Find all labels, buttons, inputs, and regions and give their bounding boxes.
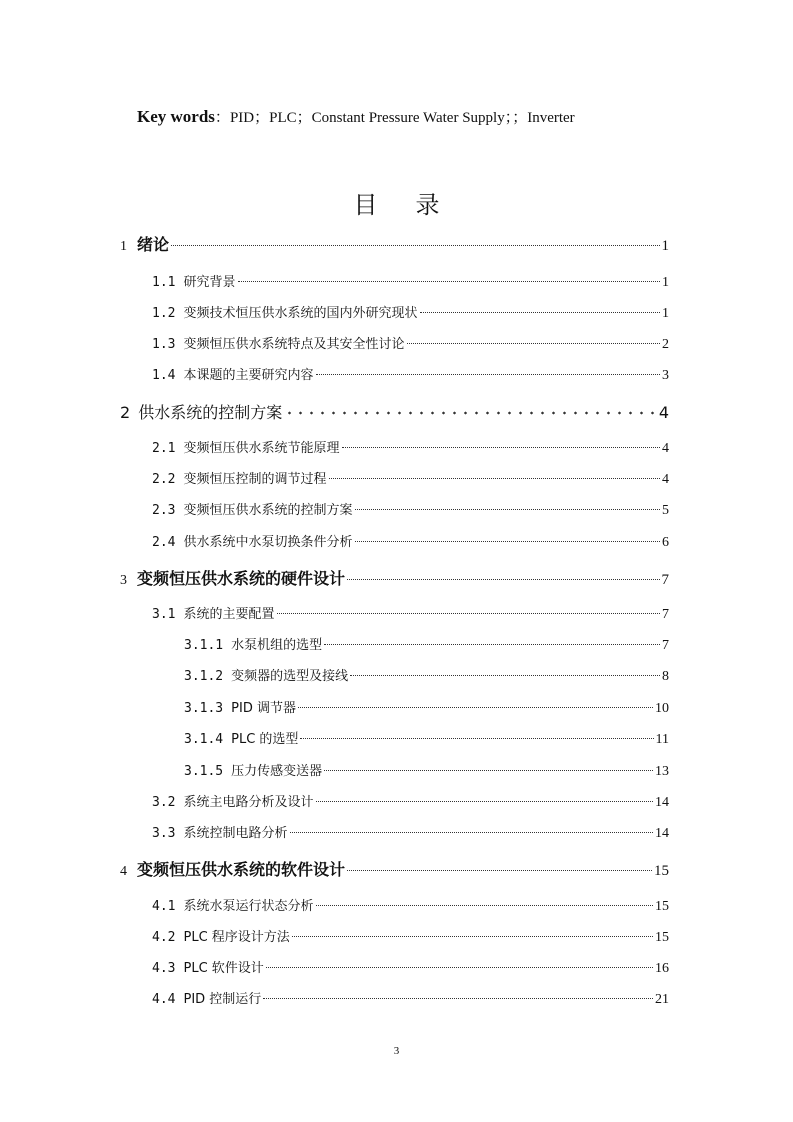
toc-entry[interactable] [152,437,669,457]
toc-leader [290,832,654,833]
toc-entry[interactable] [152,531,669,551]
toc-entry-title: 供水系统的控制方案 [138,403,283,422]
toc-entry-title: 变频恒压控制的调节过程 [183,472,327,487]
toc-entry-number: 1 [120,239,127,254]
toc-entry[interactable] [152,271,669,291]
toc-entry[interactable] [152,957,669,977]
toc-entry-number: 3.3 [152,826,176,841]
toc-leader [347,870,652,871]
toc-entry-title: 变频技术恒压供水系统的国内外研究现状 [183,306,418,321]
toc-entry-page: 13 [655,764,669,779]
toc-leader [316,801,654,802]
toc-entry-number: 2.2 [152,472,176,487]
toc-leader [342,447,661,448]
toc-entry[interactable] [184,697,669,717]
toc-entry-page: 7 [662,638,669,653]
toc-entry-number: 2.1 [152,441,176,456]
toc-entry-number: 3.1.4 [184,732,224,747]
toc-entry[interactable] [184,634,669,654]
toc-entry[interactable] [184,760,669,780]
toc-entry-number: 1.2 [152,306,176,321]
toc-entry[interactable] [120,400,669,423]
toc-leader [277,613,661,614]
toc-entry-page: 4 [662,472,669,487]
toc-entry-page: 14 [655,795,669,810]
toc-entry-page: 7 [661,572,669,588]
page-number: 3 [393,1045,400,1057]
toc-entry-title: 变频恒压供水系统节能原理 [183,441,340,456]
toc-leader [171,245,659,246]
toc-entry-number: 3.1.2 [184,669,224,684]
toc-entry-page: 4 [658,403,669,422]
toc-entry-number: 3.2 [152,795,176,810]
toc-leader [292,936,653,937]
toc-entry-number: 2.4 [152,535,176,550]
toc-leader [263,998,653,999]
toc-entry-page: 10 [655,701,669,716]
toc-leader [298,707,653,708]
toc-title: 目录 [353,191,478,219]
toc-entry-title: 变频恒压供水系统特点及其安全性讨论 [183,337,405,352]
toc-leader [407,343,661,344]
toc-leader [284,411,657,415]
toc-entry[interactable] [120,232,669,255]
toc-entry[interactable] [152,822,669,842]
toc-entry[interactable] [184,665,669,685]
toc-entry-number: 4 [120,864,127,879]
toc-entry-number: 2.3 [152,503,176,518]
toc-entry-number: 3.1.5 [184,764,224,779]
toc-entry[interactable] [152,926,669,946]
toc-entry-title: 本课题的主要研究内容 [183,368,314,383]
toc-entry-page: 16 [655,961,669,976]
toc-entry-number: 1.3 [152,337,176,352]
toc-entry-number: 3 [120,573,127,588]
toc-entry-title: 系统的主要配置 [183,607,275,622]
keywords-label: Key words [137,107,215,126]
toc-entry-title: 系统控制电路分析 [183,826,288,841]
toc-entry[interactable] [152,791,669,811]
toc-entry[interactable] [152,603,669,623]
toc-leader [316,374,661,375]
toc-entry-number: 3.1.1 [184,638,224,653]
toc-entry-title: 变频恒压供水系统的软件设计 [137,860,346,879]
toc-leader [420,312,661,313]
toc-leader [324,770,653,771]
toc-entry-title: 变频恒压供水系统的硬件设计 [137,569,346,588]
toc-entry-page: 1 [662,306,669,321]
toc-entry[interactable] [152,468,669,488]
toc-entry-title: PLC 的选型 [231,732,299,747]
toc-entry-title: 变频恒压供水系统的控制方案 [183,503,353,518]
keywords-text: PID；PLC；Constant Pressure Water Supply；；Inverter [229,110,575,126]
toc-entry[interactable] [184,728,669,748]
toc-entry-title: 系统水泵运行状态分析 [183,899,314,914]
toc-entry[interactable] [152,302,669,322]
toc-leader [347,579,659,580]
toc-leader [329,478,661,479]
toc-entry-page: 21 [655,992,669,1007]
toc-leader [324,644,660,645]
toc-entry-title: PID 控制运行 [183,992,262,1007]
toc-entry[interactable] [152,333,669,353]
toc-entry-number: 4.1 [152,899,176,914]
keywords-line [137,106,575,127]
toc-entry-title: 供水系统中水泵切换条件分析 [183,535,353,550]
toc-entry-page: 4 [662,441,669,456]
toc-entry[interactable] [152,499,669,519]
toc-leader [316,905,654,906]
toc-entry-title: 水泵机组的选型 [231,638,323,653]
toc-entry-page: 1 [662,275,669,290]
toc-entry-page: 8 [662,669,669,684]
toc-entry-title: PLC 软件设计 [183,961,264,976]
toc-entry-title: 研究背景 [183,275,236,290]
toc-entry-number: 2 [120,403,131,422]
toc-leader [238,281,661,282]
toc-entry-title: 绪论 [137,235,170,254]
toc-entry-page: 3 [662,368,669,383]
toc-entry-page: 15 [654,863,669,879]
toc-entry-title: PID 调节器 [231,701,296,716]
toc-entry-page: 15 [655,930,669,945]
toc-entry[interactable] [152,895,669,915]
toc-entry-page: 14 [655,826,669,841]
toc-entry-number: 1.1 [152,275,176,290]
toc-entry-page: 2 [662,337,669,352]
toc-entry-title: 系统主电路分析及设计 [183,795,314,810]
keywords-separator: ： [214,110,230,126]
toc-leader [350,675,660,676]
toc-entry-number: 4.4 [152,992,176,1007]
toc-entry[interactable] [120,566,669,589]
toc-entry-page: 15 [655,899,669,914]
toc-entry[interactable] [152,988,669,1008]
toc-entry[interactable] [120,857,669,880]
toc-entry-title: PLC 程序设计方法 [183,930,290,945]
toc-leader [300,738,653,739]
toc-leader [266,967,653,968]
toc-leader [355,541,661,542]
toc-entry-number: 1.4 [152,368,176,383]
toc-entry-title: 变频器的选型及接线 [231,669,349,684]
toc-entry-page: 1 [661,238,669,254]
toc-entry-page: 11 [655,732,669,747]
toc-entry[interactable] [152,364,669,384]
toc-entry-page: 5 [662,503,669,518]
toc-entry-number: 4.2 [152,930,176,945]
toc-entry-number: 3.1.3 [184,701,224,716]
toc-entry-page: 7 [662,607,669,622]
toc-entry-number: 3.1 [152,607,176,622]
toc-entry-number: 4.3 [152,961,176,976]
toc-entry-page: 6 [662,535,669,550]
toc-leader [355,509,661,510]
toc-entry-title: 压力传感变送器 [231,764,323,779]
